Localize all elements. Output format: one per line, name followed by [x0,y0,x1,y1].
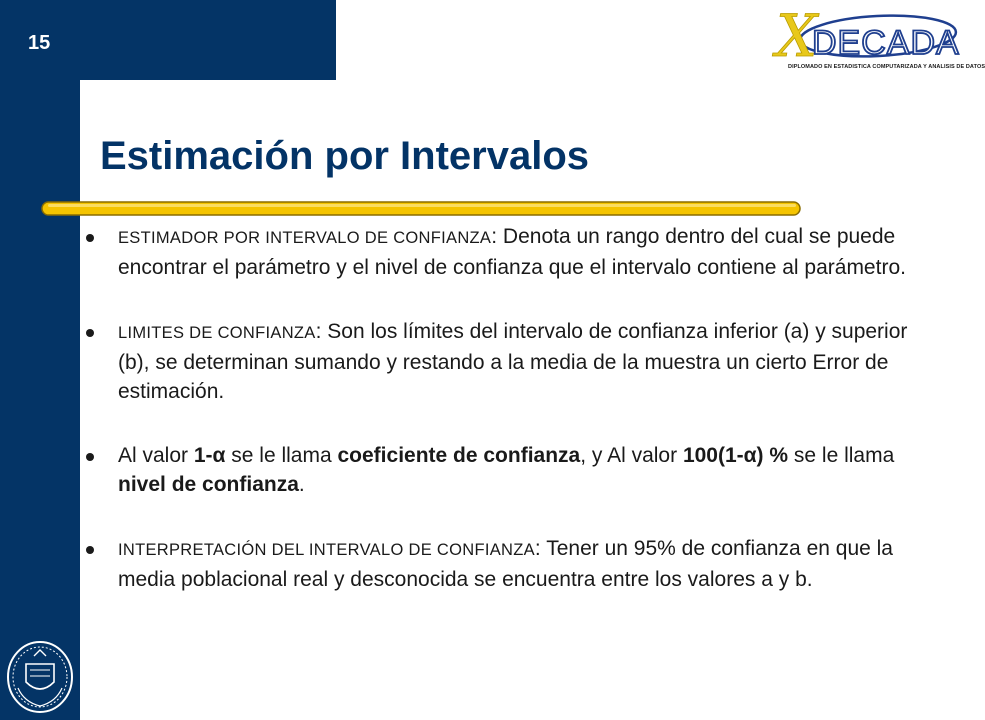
bullet-sep: : [534,537,541,560]
bullet-item-interpretacion [80,534,940,594]
title-underline-bar [40,200,802,218]
bullet-dot-icon [86,234,94,242]
bullet-dot-icon [86,453,94,461]
bullet-text-part: se le llama [225,444,338,467]
bullet-term: INTERPRETACIÓN DEL INTERVALO DE CONFIANZA [118,541,535,559]
bullet-sep: : [491,225,498,248]
bullet-list [80,222,940,629]
slide-number: 15 [28,32,51,54]
bullet-item-limites [80,317,940,406]
top-navy-bar [0,0,336,80]
bullet-bold-part: nivel de confianza [118,473,299,496]
page-title: Estimación por Intervalos [100,134,590,178]
bullet-sep: : [315,320,322,343]
bullet-term: ESTIMADOR POR INTERVALO DE CONFIANZA [118,229,492,247]
bullet-text-part: . [298,473,305,496]
bullet-text-part: , y Al valor [580,444,683,467]
bullet-term: LIMITES DE CONFIANZA [118,324,316,342]
bullet-text-part: se le llama [788,444,895,467]
bullet-text: Tener un 95% de confianza en que la media poblacional real y desconocida se encuentra entre los valores a y b. [118,537,893,591]
bullet-bold-part: 100(1-α) % [682,444,789,467]
bullet-dot-icon [86,546,94,554]
bullet-dot-icon [86,329,94,337]
bullet-bold-part: 1-α [193,444,226,467]
logo-mark: X [776,2,818,70]
logo-name: DECADA [812,24,960,62]
bullet-text: Son los límites del intervalo de confianza inferior (a) y superior (b), se determinan sumando y restando a la media de la muestra un cierto Error de estimación. [118,320,908,403]
university-seal-icon [4,638,76,716]
bullet-bold-part: coeficiente de confianza [337,444,581,467]
logo-subtitle: DIPLOMADO EN ESTADISTICA COMPUTARIZADA Y ANALISIS DE DATOS [788,64,985,70]
bullet-text: Denota un rango dentro del cual se puede encontrar el parámetro y el nivel de confianza que el intervalo contiene al parámetro. [118,225,906,279]
bullet-item-estimador [80,222,940,282]
left-navy-bar [0,0,80,720]
bullet-item-coeficiente [80,441,940,499]
bullet-text-part: Al valor [118,444,194,467]
